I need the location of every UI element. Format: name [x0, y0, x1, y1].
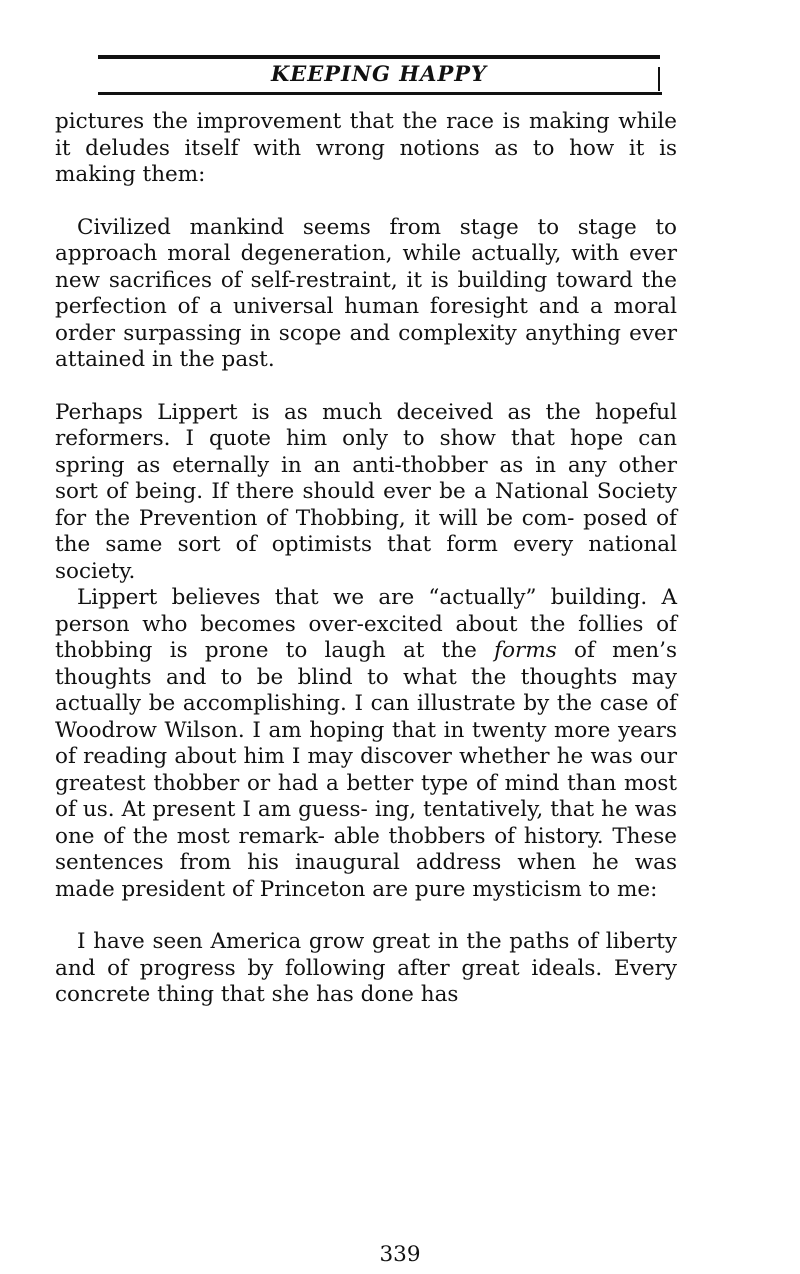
header-side-bar [658, 67, 660, 91]
running-header [98, 59, 660, 91]
paragraph-lippert-believes [55, 585, 677, 903]
paragraph-continued: pictures the improvement that the race is making while it deludes itself with wrong notions as to how it is making them: [55, 109, 677, 187]
paragraph-quotation-lippert: Civilized mankind seems from stage to stage to approach moral degeneration, while actually, with ever new sacrifices of self-restraint, it is building toward the perfection of a universal human foresight and a moral order surpassing in scope and complexity anything ever attained in the past. [55, 214, 677, 372]
paragraph-perhaps-lippert: Perhaps Lippert is as much deceived as the hopeful reformers. I quote him only to show that hope can spring as eternally in an anti-thobber as in any other sort of being. If there should ever be a National Society for the Prevention of Thobbing, it will be com- posed of the same sort of optimists that form every national society. [55, 399, 677, 584]
running-title: KEEPING HAPPY [270, 61, 488, 86]
emphasis-forms: forms [494, 638, 557, 663]
paragraph-quotation-wilson: I have seen America grow great in the paths of liberty and of progress by following after great ideals. Every concrete thing that she has done has [55, 929, 677, 1007]
paragraph-text-start: Lippert believes that we are “actually” building. A person who becomes over-excited about the follies of thobbing is prone to laugh at the [55, 585, 677, 663]
paragraph-text-end: of men’s thoughts and to be blind to what the thoughts may actually be accomplishing. I can illustrate by the case of Woodrow Wilson. I am hoping that in twenty more years of reading about him I may discover whether he was our greatest thobber or had a better type of mind than most of us. At present I am guess- ing, tentatively, that he was one of the most remark- able thobbers of history. These sentences from his inaugural address when he was made president of Princeton are pure mysticism to me: [55, 638, 677, 902]
header-bottom-rule [98, 92, 662, 95]
page-number: 339 [379, 1242, 421, 1267]
body-text [55, 109, 677, 1009]
